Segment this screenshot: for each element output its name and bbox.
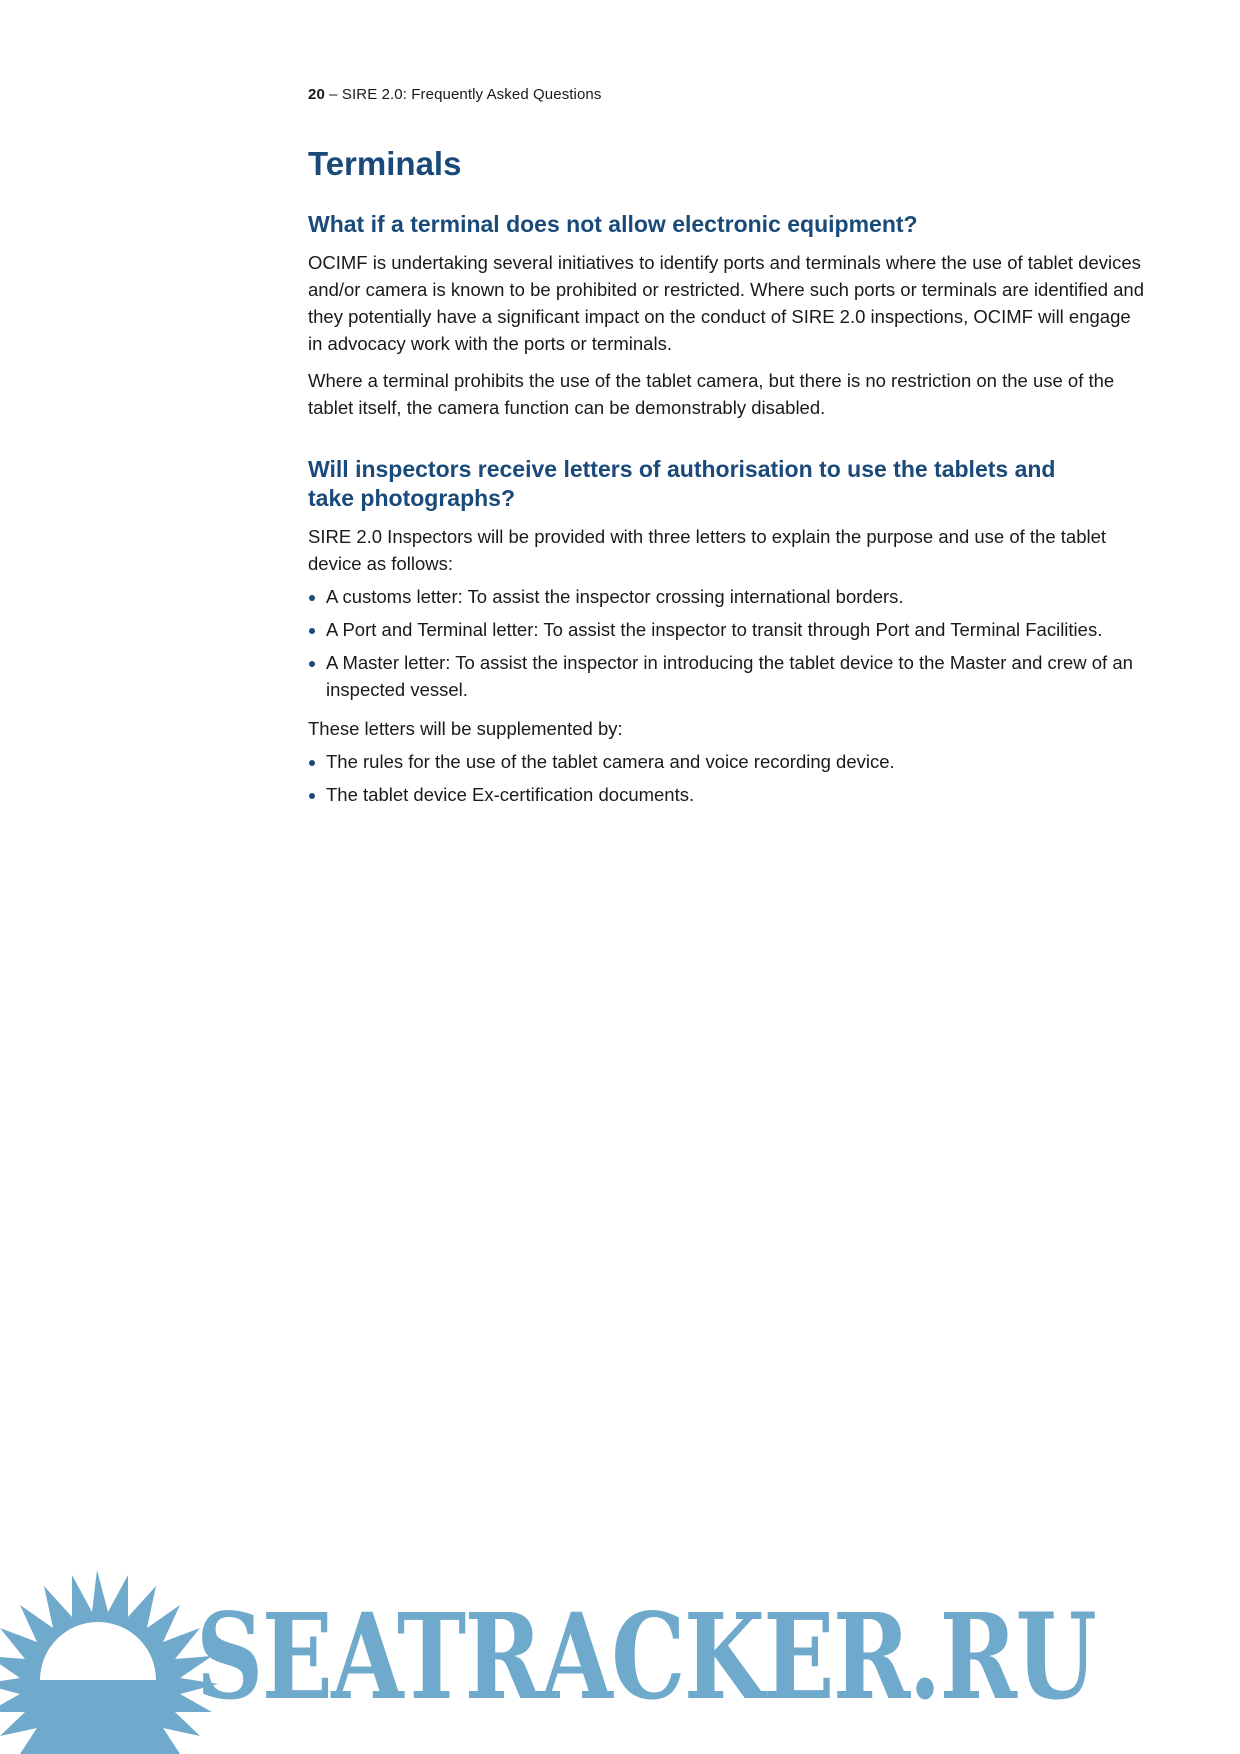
running-header [308,86,601,103]
question-line: Will inspectors receive letters of authorisation to use the tablets and [308,456,1056,482]
answer-intro: SIRE 2.0 Inspectors will be provided with three letters to explain the purpose and use of the tablet device as follows: [308,526,1107,574]
watermark-text: SEATRACKER.RU [196,1587,1096,1726]
list-item: A Master letter: To assist the inspector in introducing the tablet device to the Master and crew of an inspected vessel. [308,649,1148,703]
sun-burst-icon [0,1570,218,1754]
list-item: The tablet device Ex-certification documents. [308,781,1148,808]
document-title: SIRE 2.0: Frequently Asked Questions [341,86,602,103]
page-number: 20 [308,86,325,103]
list-item: The rules for the use of the tablet camera and voice recording device. [308,748,1148,775]
question-heading-1: What if a terminal does not allow electronic equipment? [308,211,918,237]
answer-paragraph: OCIMF is undertaking several initiatives to identify ports and terminals where the use of tablet devices and/or camera is known to be prohibited or restricted. Where such ports or terminals are identified and they potentially have a significant impact on the conduct of SIRE 2.0 inspections, OCIMF will engage in advocacy work with the ports or terminals. [308,252,1144,354]
question-heading-2 [308,455,1148,513]
answer-paragraph: Where a terminal prohibits the use of the tablet camera, but there is no restriction on the use of the tablet itself, the camera function can be demonstrably disabled. [308,370,1115,418]
question-line: take photographs? [308,485,516,511]
supplements-list [308,748,1148,808]
header-separator: – [329,86,338,103]
supplement-intro: These letters will be supplemented by: [308,718,623,739]
letters-list [308,583,1148,703]
list-item: A Port and Terminal letter: To assist the inspector to transit through Port and Terminal Facilities. [308,616,1148,643]
page-content [308,140,1148,808]
section-title: Terminals [308,145,462,182]
list-item: A customs letter: To assist the inspector crossing international borders. [308,583,1148,610]
